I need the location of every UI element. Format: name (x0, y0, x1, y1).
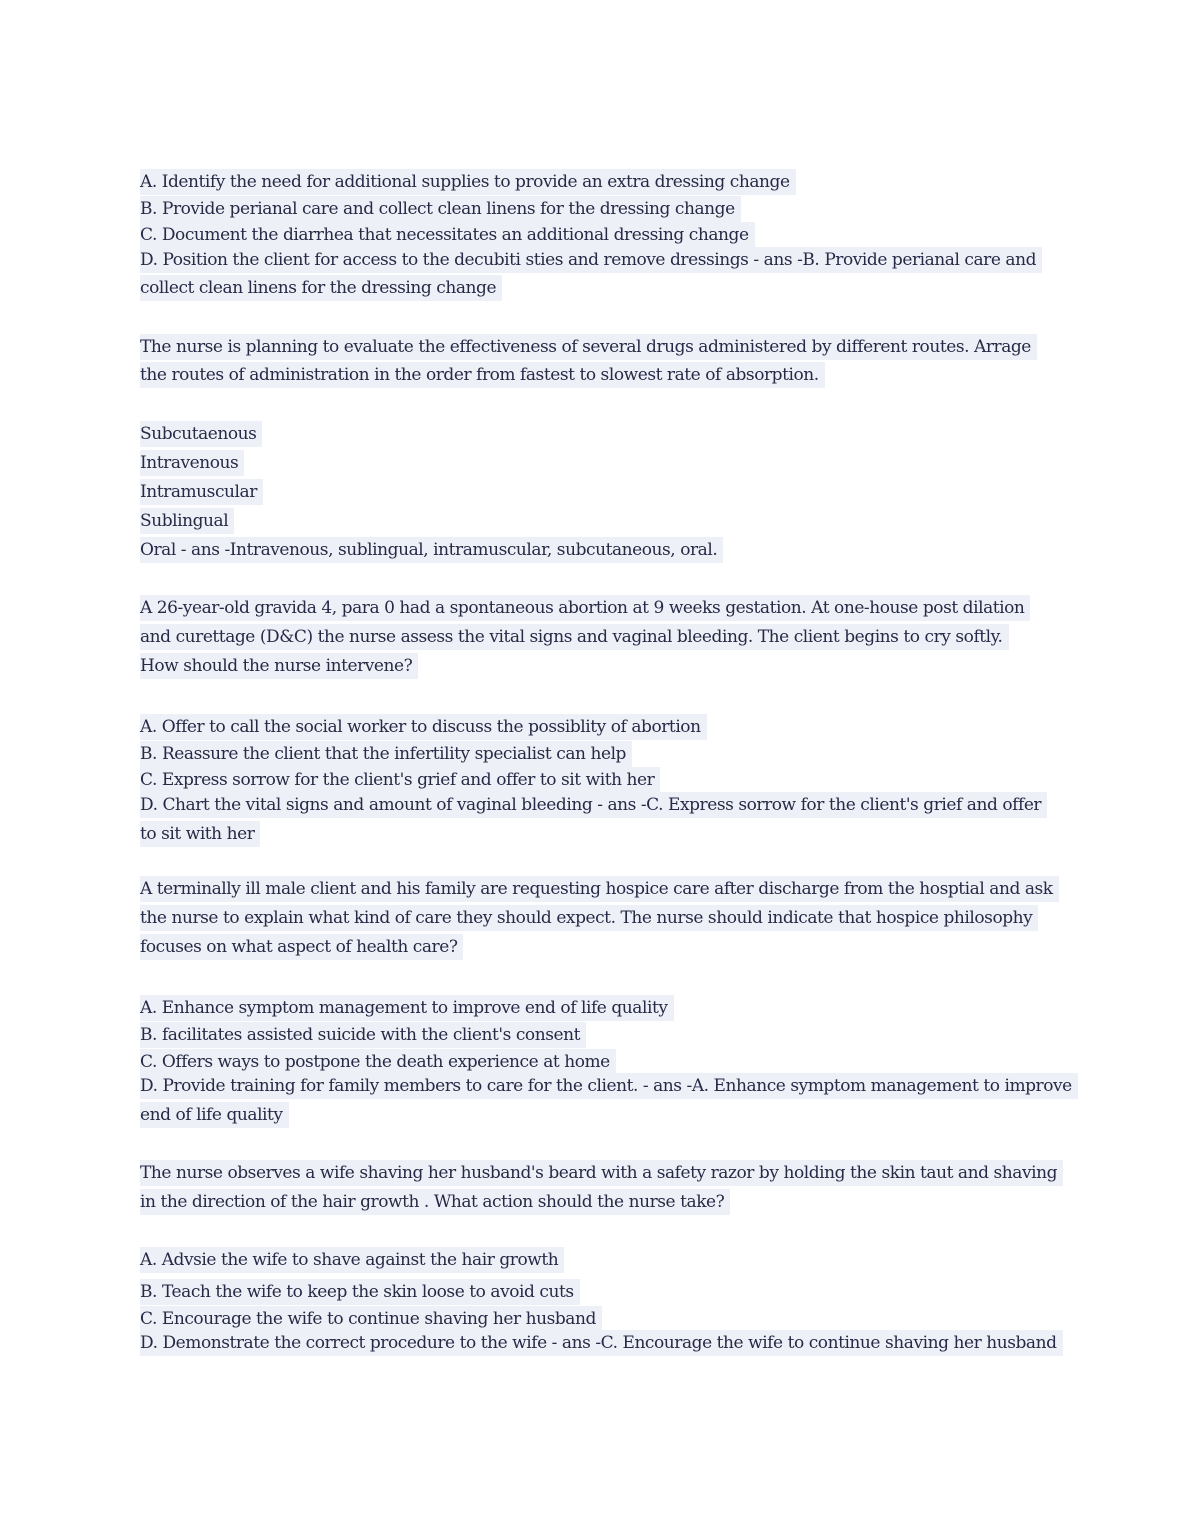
option-b-line: B. facilitates assisted suicide with the client's consent (140, 1022, 586, 1048)
question-line: The nurse observes a wife shaving her husband's beard with a safety razor by holding the skin taut and shaving (140, 1160, 1063, 1186)
option-c-line: C. Encourage the wife to continue shaving her husband (140, 1306, 602, 1332)
option-c-line: C. Express sorrow for the client's grief and offer to sit with her (140, 767, 660, 793)
option-b-line: B. Reassure the client that the infertility specialist can help (140, 741, 632, 767)
option-a-line: A. Identify the need for additional supplies to provide an extra dressing change (140, 169, 796, 195)
option-d-answer-line: D. Position the client for access to the decubiti sties and remove dressings - ans -B. Provide perianal care and (140, 247, 1042, 273)
answer-continuation-line: to sit with her (140, 821, 260, 847)
question-line: focuses on what aspect of health care? (140, 934, 463, 960)
option-c-line: C. Document the diarrhea that necessitates an additional dressing change (140, 222, 755, 248)
option-a-line: A. Enhance symptom management to improve end of life quality (140, 995, 674, 1021)
option-c-line: C. Offers ways to postpone the death experience at home (140, 1049, 616, 1075)
route-item: Sublingual (140, 508, 234, 534)
question-line: A 26-year-old gravida 4, para 0 had a spontaneous abortion at 9 weeks gestation. At one-house post dilation (140, 595, 1030, 621)
route-item: Subcutaenous (140, 421, 262, 447)
route-item: Intramuscular (140, 479, 263, 505)
option-d-answer-line: D. Demonstrate the correct procedure to the wife - ans -C. Encourage the wife to continue shaving her husband (140, 1330, 1063, 1356)
question-line: and curettage (D&C) the nurse assess the vital signs and vaginal bleeding. The client begins to cry softly. (140, 624, 1009, 650)
option-d-answer-line: D. Chart the vital signs and amount of vaginal bleeding - ans -C. Express sorrow for the client's grief and offer (140, 792, 1047, 818)
route-item-answer: Oral - ans -Intravenous, sublingual, intramuscular, subcutaneous, oral. (140, 537, 723, 563)
answer-continuation-line: end of life quality (140, 1102, 289, 1128)
question-line: The nurse is planning to evaluate the effectiveness of several drugs administered by different routes. Arrage (140, 334, 1037, 360)
option-a-line: A. Offer to call the social worker to discuss the possiblity of abortion (140, 714, 707, 740)
question-line: in the direction of the hair growth . What action should the nurse take? (140, 1189, 730, 1215)
question-line: the routes of administration in the order from fastest to slowest rate of absorption. (140, 362, 825, 388)
option-b-line: B. Provide perianal care and collect clean linens for the dressing change (140, 196, 741, 222)
option-d-answer-line: D. Provide training for family members to care for the client. - ans -A. Enhance symptom management to improve (140, 1073, 1078, 1099)
answer-continuation-line: collect clean linens for the dressing change (140, 275, 502, 301)
question-line: How should the nurse intervene? (140, 653, 418, 679)
question-line: A terminally ill male client and his family are requesting hospice care after discharge from the hosptial and ask (140, 876, 1059, 902)
option-a-line: A. Advsie the wife to shave against the hair growth (140, 1247, 564, 1273)
route-item: Intravenous (140, 450, 244, 476)
question-line: the nurse to explain what kind of care they should expect. The nurse should indicate that hospice philosophy (140, 905, 1038, 931)
option-b-line: B. Teach the wife to keep the skin loose to avoid cuts (140, 1279, 580, 1305)
